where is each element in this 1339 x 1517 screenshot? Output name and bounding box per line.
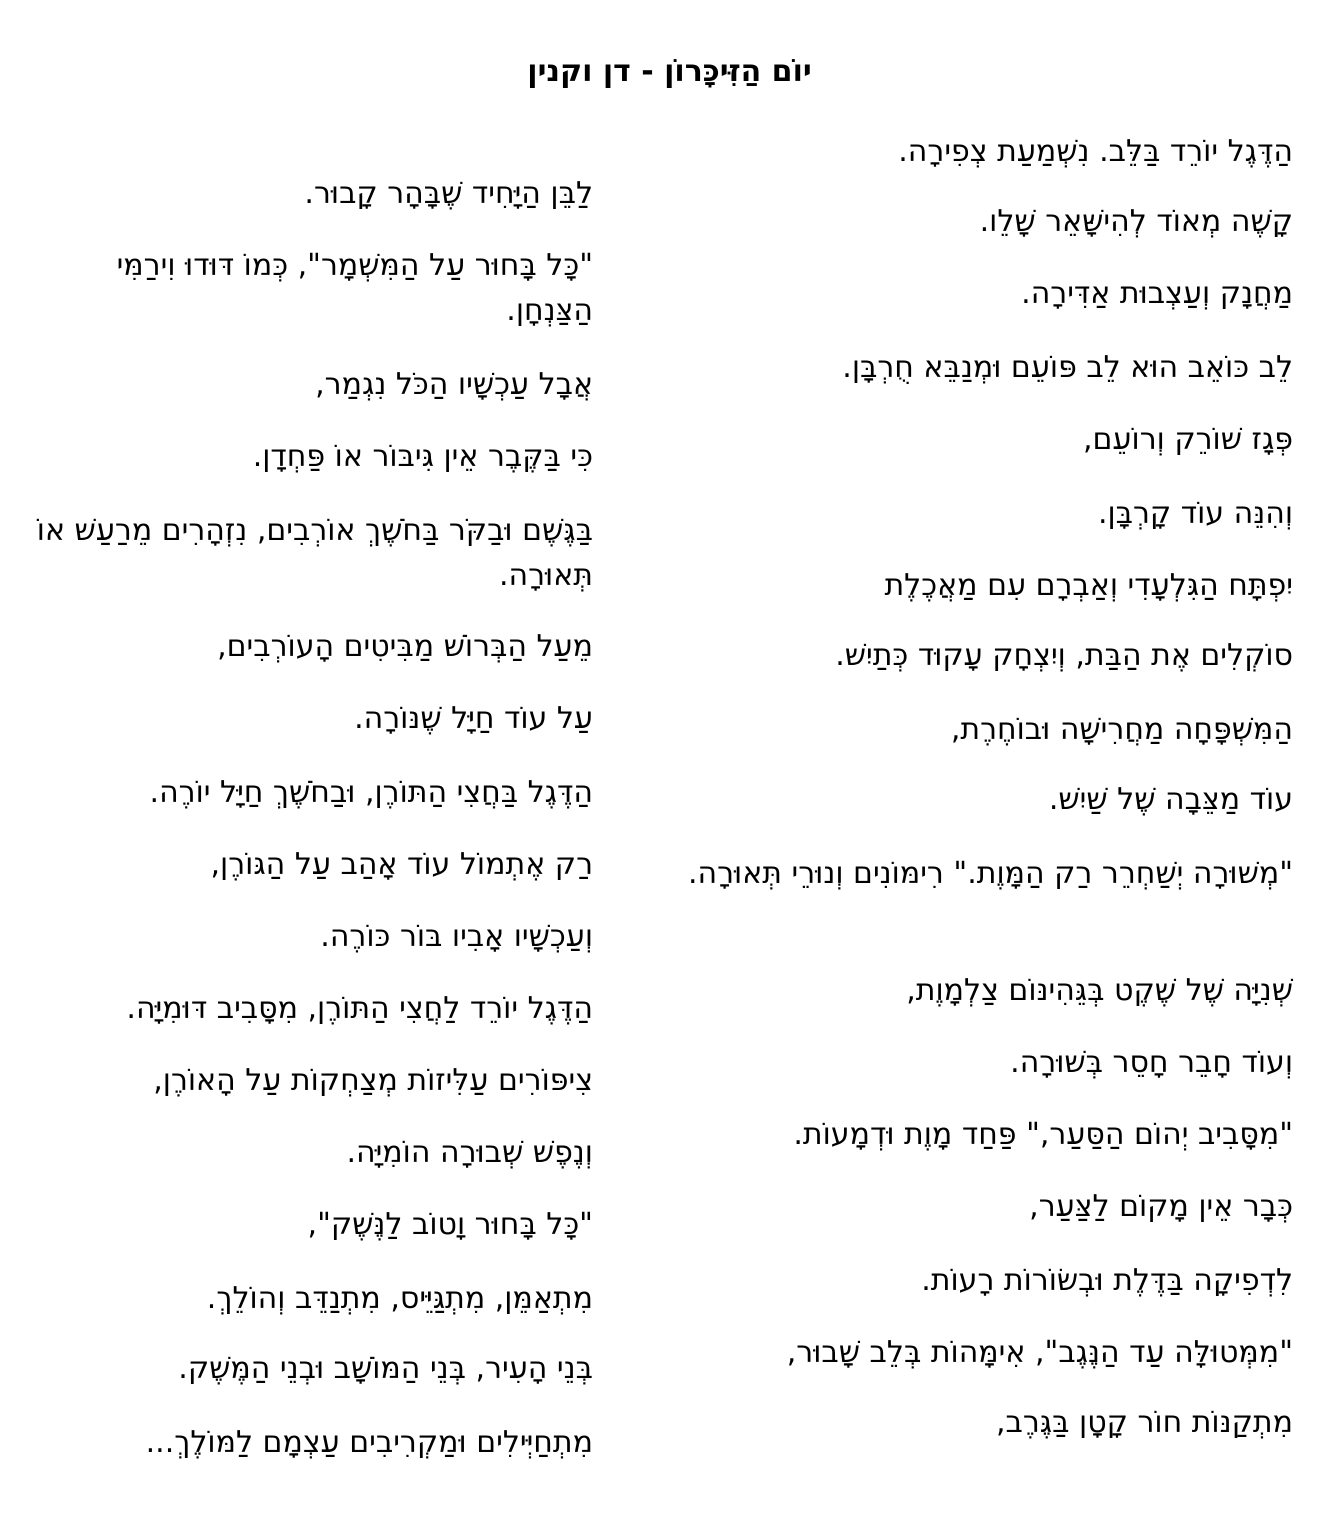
poem-line: רַק אֶתְמוֹל עוֹד אָהַב עַל הַגּוֹרֶן,: [210, 847, 593, 882]
poem-line: כְּבָר אֵין מָקוֹם לַצַּעַר,: [1029, 1189, 1293, 1224]
poem-line: פְּגָז שׁוֹרֵק וְרוֹעֵם,: [1083, 422, 1293, 457]
poem-line: בַּגֶּשֶׁם וּבַקֹּר בַּחֹשֶׁךְ אוֹרְבִים, נִזְהָרִים מֵרַעַשׁ אוֹ תְּאוּרָה.: [36, 513, 593, 593]
poem-line: צִיפּוֹרִים עַלִּיזוֹת מְצַחְקוֹת עַל הָאוֹרֶן,: [153, 1063, 593, 1098]
poem-line: "מִסָּבִיב יְהוֹם הַסַּעַר," פַּחַד מָוֶת וּדְמָעוֹת.: [793, 1117, 1293, 1152]
poem-line: עוֹד מַצֵּבָה שֶׁל שַׁיִשׁ.: [1048, 782, 1293, 817]
poem-line: יִפְתָּח הַגִּלְעָדִי וְאַבְרָם עִם מַאֲכֶלֶת: [884, 568, 1293, 603]
poem-line: "כָּל בָּחוּר עַל הַמִּשְׁמָר", כְּמוֹ דּוּדוּ וִירַמִּי הַצַּנְחָן.: [116, 248, 593, 328]
poem-line: לֵב כּוֹאֵב הוּא לֵב פּוֹעֵם וּמְנַבֵּא חֻרְבָּן.: [842, 350, 1293, 385]
poem-line: כִּי בַּקֶּבֶר אֵין גִּיבּוֹר אוֹ פַּחְדָן.: [252, 439, 593, 474]
poem-line: מִתְקַנּוֹת חוֹר קָטָן בַּגֶּרֶב,: [995, 1405, 1293, 1440]
poem-line: שְׁנִיָּה שֶׁל שֶׁקֶט בְּגֵּהִינּוֹם צַלְמָוֶת,: [906, 973, 1293, 1008]
poem-line: לִדְפִיקָה בַּדֶּלֶת וּבְשׂוֹרוֹת רָעוֹת.: [921, 1263, 1293, 1298]
poem-line: וְהִנֵּה עוֹד קָרְבָּן.: [1097, 496, 1293, 531]
poem-line: מַחֲנָק וְעַצְבוּת אַדִּירָה.: [1021, 276, 1293, 311]
poem-line: וְעַכְשָׁיו אָבִיו בּוֹר כּוֹרֶה.: [320, 919, 593, 954]
poem-line: אֲבָל עַכְשָׁיו הַכֹּל נִגְמַר,: [315, 367, 593, 402]
poem-line: מִתְחַיְּילִים וּמַקְרִיבִים עַצְמָם לַמּוֹלֶךְ...: [145, 1425, 593, 1460]
poem-line: הַדֶּגֶל בַּחֲצִי הַתּוֹרֶן, וּבַחֹשֶׁךְ חַיָּל יוֹרֶה.: [149, 775, 593, 810]
poem-line: "מִמְּטוּלָּה עַד הַנֶּגֶב", אִימָּהוֹת בְּלֵב שָׁבוּר,: [786, 1335, 1293, 1370]
poem-line: מֵעַל הַבְּרוֹשׁ מַבִּיטִים הָעוֹרְבִים,: [217, 629, 593, 664]
poem-line: בְּנֵי הָעִיר, בְּנֵי הַמּוֹשָׁב וּבְנֵי הַמֶּשֶׁק.: [178, 1351, 593, 1386]
poem-line: "כָּל בָּחוּר וָטוֹב לַנֶּשֶׁק",: [307, 1207, 593, 1242]
poem-line: "מְשׁוּרָה יְשַׁחְרֵר רַק הַמָּוֶת." רִימּוֹנִים וְנוּרֵי תְּאוּרָה.: [687, 856, 1293, 891]
poem-line: עַל עוֹד חַיָּל שֶׁנּוֹרָה.: [354, 701, 593, 736]
poem-line: סוֹקְלִים אֶת הַבַּת, וְיִצְחָק עָקוּד כְּתַיִשׁ.: [835, 638, 1293, 673]
poem-line: הַדֶּגֶל יוֹרֵד בַּלֵּב. נִשְׁמַעַת צְפִירָה.: [898, 134, 1293, 169]
poem-line: קָשֶׁה מְאוֹד לְהִישָּׁאֵר שָׁלֵו.: [979, 204, 1293, 239]
poem-line: הַמִּשְׁפָּחָה מַחֲרִישָׁה וּבוֹחֶרֶת,: [950, 712, 1293, 747]
poem-line: לַבֵּן הַיָּחִיד שֶׁבָּהָר קָבוּר.: [304, 176, 593, 211]
poem-line: הַדֶּגֶל יוֹרֵד לַחֲצִי הַתּוֹרֶן, מִסָּבִיב דּוּמִיָּה.: [126, 991, 593, 1026]
poem-title: יוֹם הַזִּיכָּרוֹן - דן וקנין: [527, 54, 812, 89]
poem-line: וְנֶפֶשׁ שְׁבוּרָה הוֹמִיָּה.: [346, 1135, 593, 1170]
poem-line: מִתְאַמֵּן, מִתְגַּיֵּיס, מִתְנַדֵּב וְהוֹלֵךְ.: [206, 1281, 593, 1316]
poem-line: וְעוֹד חָבֵר חָסֵר בְּשׁוּרָה.: [1010, 1045, 1293, 1080]
